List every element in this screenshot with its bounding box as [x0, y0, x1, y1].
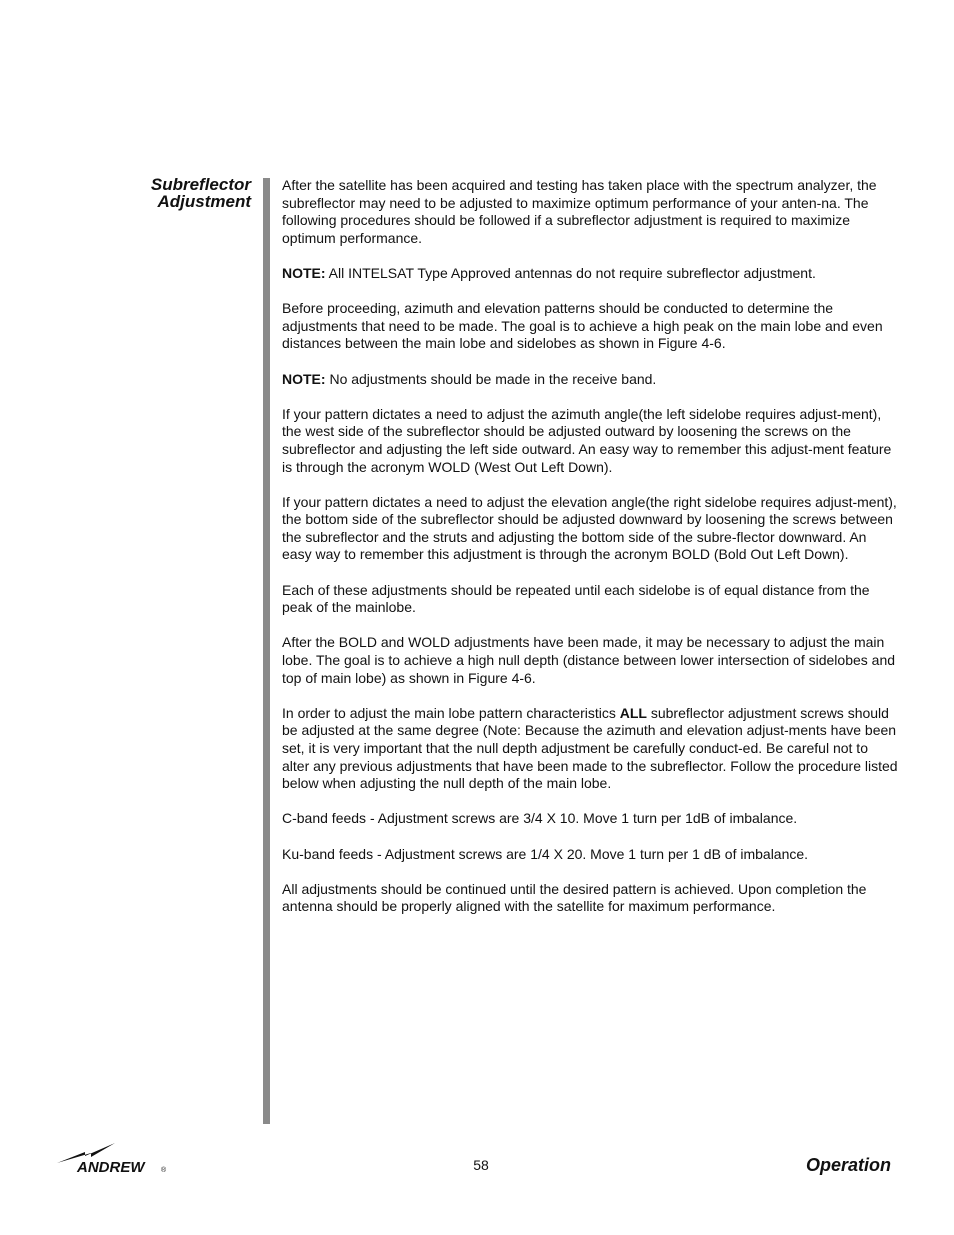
note-paragraph	[282, 371, 899, 389]
text-run: subreflector adjustment screws should be adjusted at the same degree (Note: Because the azimuth and elevation adjust-ments have been set, it is very important that the null depth adjustment be carefully conduct-ed. Be careful not to alter any previous adjustments that have been made to the subreflector. Follow the procedure listed below when adjusting the null depth of the main lobe.	[282, 704, 898, 792]
body-text	[282, 177, 899, 934]
vertical-rule	[263, 178, 270, 1124]
note-text: No adjustments should be made in the receive band.	[325, 370, 657, 387]
paragraph: If your pattern dictates a need to adjust the elevation angle(the right sidelobe requires adjust-ment), the bottom side of the subreflector should be adjusted downward by loosening the screws between the subreflector and the struts and adjusting the bottom side of the subre-flector downward. An easy way to remember this adjustment is through the acronym BOLD (Bold Out Left Down).	[282, 493, 897, 563]
section-title-line2: Adjustment	[157, 192, 251, 211]
section-title-line1: Subreflector	[150, 175, 251, 194]
paragraph: After the satellite has been acquired and testing has taken place with the spectrum analyzer, the subreflector may need to be adjusted to maximize optimum performance of your anten-na. The following procedures should be followed if a subreflector adjustment is required to maximize optimum performance.	[282, 177, 877, 246]
logo-text: ANDREW	[77, 1159, 145, 1176]
paragraph: All adjustments should be continued until the desired pattern is achieved. Upon completion the antenna should be properly aligned with the satellite for maximum performance.	[282, 880, 867, 915]
paragraph: Before proceeding, azimuth and elevation patterns should be conducted to determine the adjustments that need to be made. The goal is to achieve a high peak on the main lobe and even distances between the main lobe and sidelobes as shown in Figure 4-6.	[282, 300, 883, 352]
note-text: All INTELSAT Type Approved antennas do not require subreflector adjustment.	[325, 264, 816, 281]
section-title	[151, 176, 251, 210]
footer-section-title: Operation	[805, 1155, 891, 1175]
paragraph	[282, 705, 899, 793]
page-number: 58	[473, 1157, 489, 1173]
paragraph: Each of these adjustments should be repeated until each sidelobe is of equal distance from the peak of the mainlobe.	[282, 581, 870, 616]
paragraph: C-band feeds - Adjustment screws are 3/4 X 10. Move 1 turn per 1dB of imbalance.	[282, 810, 798, 827]
paragraph: After the BOLD and WOLD adjustments have been made, it may be necessary to adjust the main lobe. The goal is to achieve a high null depth (distance between lower intersection of sidelobes and top of main lobe) as shown in Figure 4-6.	[282, 634, 896, 686]
note-label: NOTE:	[282, 264, 326, 281]
registered-mark: ®	[161, 1167, 167, 1174]
emphasis: ALL	[619, 704, 647, 721]
paragraph: If your pattern dictates a need to adjust the azimuth angle(the left sidelobe requires adjust-ment), the west side of the subreflector should be adjusted outward by loosening the screws on the subreflector and adjusting the left side outward. An easy way to remember this adjust-ment feature is through the acronym WOLD (West Out Left Down).	[282, 405, 892, 475]
note-paragraph	[282, 265, 899, 283]
note-label: NOTE:	[282, 370, 326, 387]
text-run: In order to adjust the main lobe pattern characteristics	[282, 704, 620, 721]
paragraph: Ku-band feeds - Adjustment screws are 1/4 X 20. Move 1 turn per 1 dB of imbalance.	[282, 845, 809, 862]
